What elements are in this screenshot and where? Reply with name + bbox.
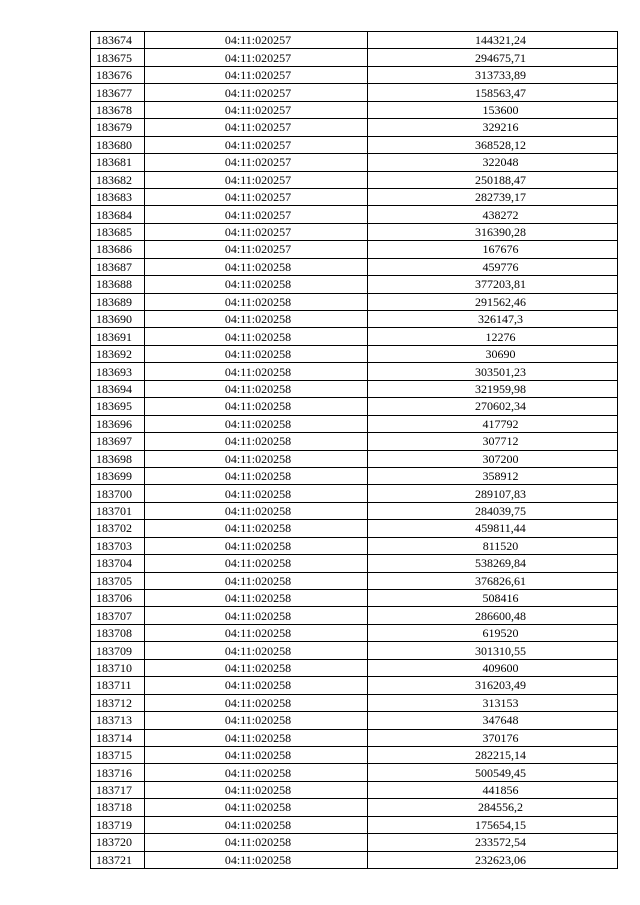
- value-cell: 12276: [368, 328, 618, 345]
- value-cell: 313733,89: [368, 66, 618, 83]
- record-id-cell: 183683: [91, 188, 145, 205]
- table-row: [91, 851, 618, 868]
- record-id-cell: 183698: [91, 450, 145, 467]
- value-cell: 459776: [368, 258, 618, 275]
- record-id-cell: 183719: [91, 816, 145, 833]
- table-row: [91, 781, 618, 798]
- cadastral-code-cell: 04:11:020257: [145, 188, 368, 205]
- value-cell: 377203,81: [368, 276, 618, 293]
- value-cell: 282739,17: [368, 188, 618, 205]
- cadastral-code-cell: 04:11:020258: [145, 712, 368, 729]
- cadastral-code-cell: 04:11:020257: [145, 223, 368, 240]
- record-id-cell: 183675: [91, 49, 145, 66]
- record-id-cell: 183711: [91, 677, 145, 694]
- record-id-cell: 183713: [91, 712, 145, 729]
- record-id-cell: 183706: [91, 590, 145, 607]
- table-row: [91, 502, 618, 519]
- table-row: [91, 520, 618, 537]
- cadastral-code-cell: 04:11:020258: [145, 433, 368, 450]
- table-row: [91, 572, 618, 589]
- record-id-cell: 183709: [91, 642, 145, 659]
- record-id-cell: 183699: [91, 467, 145, 484]
- record-id-cell: 183710: [91, 659, 145, 676]
- value-cell: 284556,2: [368, 799, 618, 816]
- record-id-cell: 183715: [91, 746, 145, 763]
- value-cell: 347648: [368, 712, 618, 729]
- value-cell: 307712: [368, 433, 618, 450]
- table-row: [91, 328, 618, 345]
- cadastral-code-cell: 04:11:020258: [145, 624, 368, 641]
- table-row: [91, 624, 618, 641]
- value-cell: 368528,12: [368, 136, 618, 153]
- table-row: [91, 188, 618, 205]
- table-row: [91, 276, 618, 293]
- cadastral-code-cell: 04:11:020258: [145, 694, 368, 711]
- table-row: [91, 467, 618, 484]
- value-cell: 459811,44: [368, 520, 618, 537]
- cadastral-code-cell: 04:11:020257: [145, 206, 368, 223]
- value-cell: 286600,48: [368, 607, 618, 624]
- record-id-cell: 183682: [91, 171, 145, 188]
- value-cell: 322048: [368, 154, 618, 171]
- cadastral-code-cell: 04:11:020258: [145, 677, 368, 694]
- value-cell: 250188,47: [368, 171, 618, 188]
- table-row: [91, 293, 618, 310]
- table-row: [91, 415, 618, 432]
- table-row: [91, 101, 618, 118]
- cadastral-code-cell: 04:11:020258: [145, 834, 368, 851]
- record-id-cell: 183685: [91, 223, 145, 240]
- cadastral-code-cell: 04:11:020257: [145, 119, 368, 136]
- cadastral-code-cell: 04:11:020258: [145, 659, 368, 676]
- value-cell: 158563,47: [368, 84, 618, 101]
- value-cell: 175654,15: [368, 816, 618, 833]
- record-id-cell: 183689: [91, 293, 145, 310]
- cadastral-code-cell: 04:11:020257: [145, 241, 368, 258]
- table-row: [91, 119, 618, 136]
- value-cell: 508416: [368, 590, 618, 607]
- value-cell: 409600: [368, 659, 618, 676]
- record-id-cell: 183705: [91, 572, 145, 589]
- record-id-cell: 183680: [91, 136, 145, 153]
- cadastral-code-cell: 04:11:020258: [145, 415, 368, 432]
- value-cell: 329216: [368, 119, 618, 136]
- cadastral-code-cell: 04:11:020257: [145, 101, 368, 118]
- value-cell: 284039,75: [368, 502, 618, 519]
- cadastral-code-cell: 04:11:020257: [145, 136, 368, 153]
- value-cell: 417792: [368, 415, 618, 432]
- value-cell: 500549,45: [368, 764, 618, 781]
- cadastral-code-cell: 04:11:020258: [145, 764, 368, 781]
- value-cell: 441856: [368, 781, 618, 798]
- table-row: [91, 171, 618, 188]
- value-cell: 358912: [368, 467, 618, 484]
- record-id-cell: 183678: [91, 101, 145, 118]
- value-cell: 307200: [368, 450, 618, 467]
- record-id-cell: 183697: [91, 433, 145, 450]
- table-row: [91, 258, 618, 275]
- value-cell: 316390,28: [368, 223, 618, 240]
- value-cell: 316203,49: [368, 677, 618, 694]
- cadastral-code-cell: 04:11:020258: [145, 555, 368, 572]
- value-cell: 376826,61: [368, 572, 618, 589]
- table-row: [91, 677, 618, 694]
- value-cell: 144321,24: [368, 32, 618, 49]
- value-cell: 270602,34: [368, 398, 618, 415]
- value-cell: 538269,84: [368, 555, 618, 572]
- cadastral-code-cell: 04:11:020258: [145, 851, 368, 868]
- table-row: [91, 764, 618, 781]
- record-id-cell: 183695: [91, 398, 145, 415]
- table-row: [91, 84, 618, 101]
- value-cell: 291562,46: [368, 293, 618, 310]
- table-row: [91, 433, 618, 450]
- table-row: [91, 834, 618, 851]
- cadastral-code-cell: 04:11:020258: [145, 398, 368, 415]
- cadastral-code-cell: 04:11:020258: [145, 450, 368, 467]
- record-id-cell: 183696: [91, 415, 145, 432]
- record-id-cell: 183720: [91, 834, 145, 851]
- table-row: [91, 450, 618, 467]
- record-id-cell: 183716: [91, 764, 145, 781]
- table-row: [91, 729, 618, 746]
- record-id-cell: 183714: [91, 729, 145, 746]
- cadastral-code-cell: 04:11:020257: [145, 49, 368, 66]
- cadastral-code-cell: 04:11:020257: [145, 154, 368, 171]
- record-id-cell: 183718: [91, 799, 145, 816]
- record-id-cell: 183674: [91, 32, 145, 49]
- cadastral-code-cell: 04:11:020258: [145, 642, 368, 659]
- table-row: [91, 154, 618, 171]
- record-id-cell: 183677: [91, 84, 145, 101]
- record-id-cell: 183694: [91, 380, 145, 397]
- cadastral-code-cell: 04:11:020258: [145, 799, 368, 816]
- value-cell: 233572,54: [368, 834, 618, 851]
- cadastral-code-cell: 04:11:020258: [145, 816, 368, 833]
- cadastral-code-cell: 04:11:020258: [145, 781, 368, 798]
- record-id-cell: 183681: [91, 154, 145, 171]
- table-row: [91, 659, 618, 676]
- record-id-cell: 183717: [91, 781, 145, 798]
- record-id-cell: 183701: [91, 502, 145, 519]
- table-row: [91, 32, 618, 49]
- record-id-cell: 183687: [91, 258, 145, 275]
- cadastral-code-cell: 04:11:020258: [145, 607, 368, 624]
- record-id-cell: 183679: [91, 119, 145, 136]
- value-cell: 303501,23: [368, 363, 618, 380]
- value-cell: 167676: [368, 241, 618, 258]
- cadastral-code-cell: 04:11:020258: [145, 746, 368, 763]
- value-cell: 370176: [368, 729, 618, 746]
- table-row: [91, 398, 618, 415]
- table-row: [91, 66, 618, 83]
- cadastral-code-cell: 04:11:020258: [145, 572, 368, 589]
- record-id-cell: 183690: [91, 311, 145, 328]
- cadastral-code-cell: 04:11:020258: [145, 293, 368, 310]
- table-row: [91, 816, 618, 833]
- cadastral-code-cell: 04:11:020258: [145, 485, 368, 502]
- record-id-cell: 183686: [91, 241, 145, 258]
- value-cell: 619520: [368, 624, 618, 641]
- cadastral-code-cell: 04:11:020258: [145, 380, 368, 397]
- value-cell: 301310,55: [368, 642, 618, 659]
- record-id-cell: 183692: [91, 345, 145, 362]
- data-table: [90, 31, 618, 869]
- record-id-cell: 183693: [91, 363, 145, 380]
- record-id-cell: 183708: [91, 624, 145, 641]
- record-id-cell: 183691: [91, 328, 145, 345]
- cadastral-code-cell: 04:11:020258: [145, 363, 368, 380]
- value-cell: 294675,71: [368, 49, 618, 66]
- value-cell: 811520: [368, 537, 618, 554]
- record-id-cell: 183704: [91, 555, 145, 572]
- cadastral-code-cell: 04:11:020258: [145, 276, 368, 293]
- cadastral-code-cell: 04:11:020258: [145, 258, 368, 275]
- cadastral-code-cell: 04:11:020258: [145, 729, 368, 746]
- record-id-cell: 183721: [91, 851, 145, 868]
- cadastral-code-cell: 04:11:020258: [145, 345, 368, 362]
- value-cell: 289107,83: [368, 485, 618, 502]
- record-id-cell: 183688: [91, 276, 145, 293]
- table-row: [91, 485, 618, 502]
- record-id-cell: 183700: [91, 485, 145, 502]
- value-cell: 30690: [368, 345, 618, 362]
- record-id-cell: 183684: [91, 206, 145, 223]
- record-id-cell: 183703: [91, 537, 145, 554]
- table-row: [91, 345, 618, 362]
- table-row: [91, 537, 618, 554]
- cadastral-code-cell: 04:11:020258: [145, 520, 368, 537]
- table-row: [91, 49, 618, 66]
- table-row: [91, 799, 618, 816]
- cadastral-code-cell: 04:11:020258: [145, 311, 368, 328]
- cadastral-code-cell: 04:11:020258: [145, 328, 368, 345]
- table-body: [91, 32, 618, 869]
- cadastral-code-cell: 04:11:020257: [145, 66, 368, 83]
- table-row: [91, 363, 618, 380]
- value-cell: 153600: [368, 101, 618, 118]
- table-row: [91, 607, 618, 624]
- table-row: [91, 590, 618, 607]
- value-cell: 438272: [368, 206, 618, 223]
- table-row: [91, 746, 618, 763]
- record-id-cell: 183702: [91, 520, 145, 537]
- table-row: [91, 380, 618, 397]
- value-cell: 326147,3: [368, 311, 618, 328]
- table-row: [91, 694, 618, 711]
- table-row: [91, 642, 618, 659]
- table-row: [91, 223, 618, 240]
- cadastral-code-cell: 04:11:020257: [145, 171, 368, 188]
- value-cell: 321959,98: [368, 380, 618, 397]
- cadastral-code-cell: 04:11:020258: [145, 537, 368, 554]
- table-row: [91, 555, 618, 572]
- record-id-cell: 183676: [91, 66, 145, 83]
- record-id-cell: 183712: [91, 694, 145, 711]
- value-cell: 282215,14: [368, 746, 618, 763]
- value-cell: 313153: [368, 694, 618, 711]
- record-id-cell: 183707: [91, 607, 145, 624]
- table-row: [91, 206, 618, 223]
- cadastral-code-cell: 04:11:020257: [145, 32, 368, 49]
- cadastral-code-cell: 04:11:020258: [145, 467, 368, 484]
- table-row: [91, 712, 618, 729]
- table-row: [91, 136, 618, 153]
- table-row: [91, 311, 618, 328]
- cadastral-code-cell: 04:11:020258: [145, 590, 368, 607]
- value-cell: 232623,06: [368, 851, 618, 868]
- cadastral-code-cell: 04:11:020257: [145, 84, 368, 101]
- cadastral-code-cell: 04:11:020258: [145, 502, 368, 519]
- table-row: [91, 241, 618, 258]
